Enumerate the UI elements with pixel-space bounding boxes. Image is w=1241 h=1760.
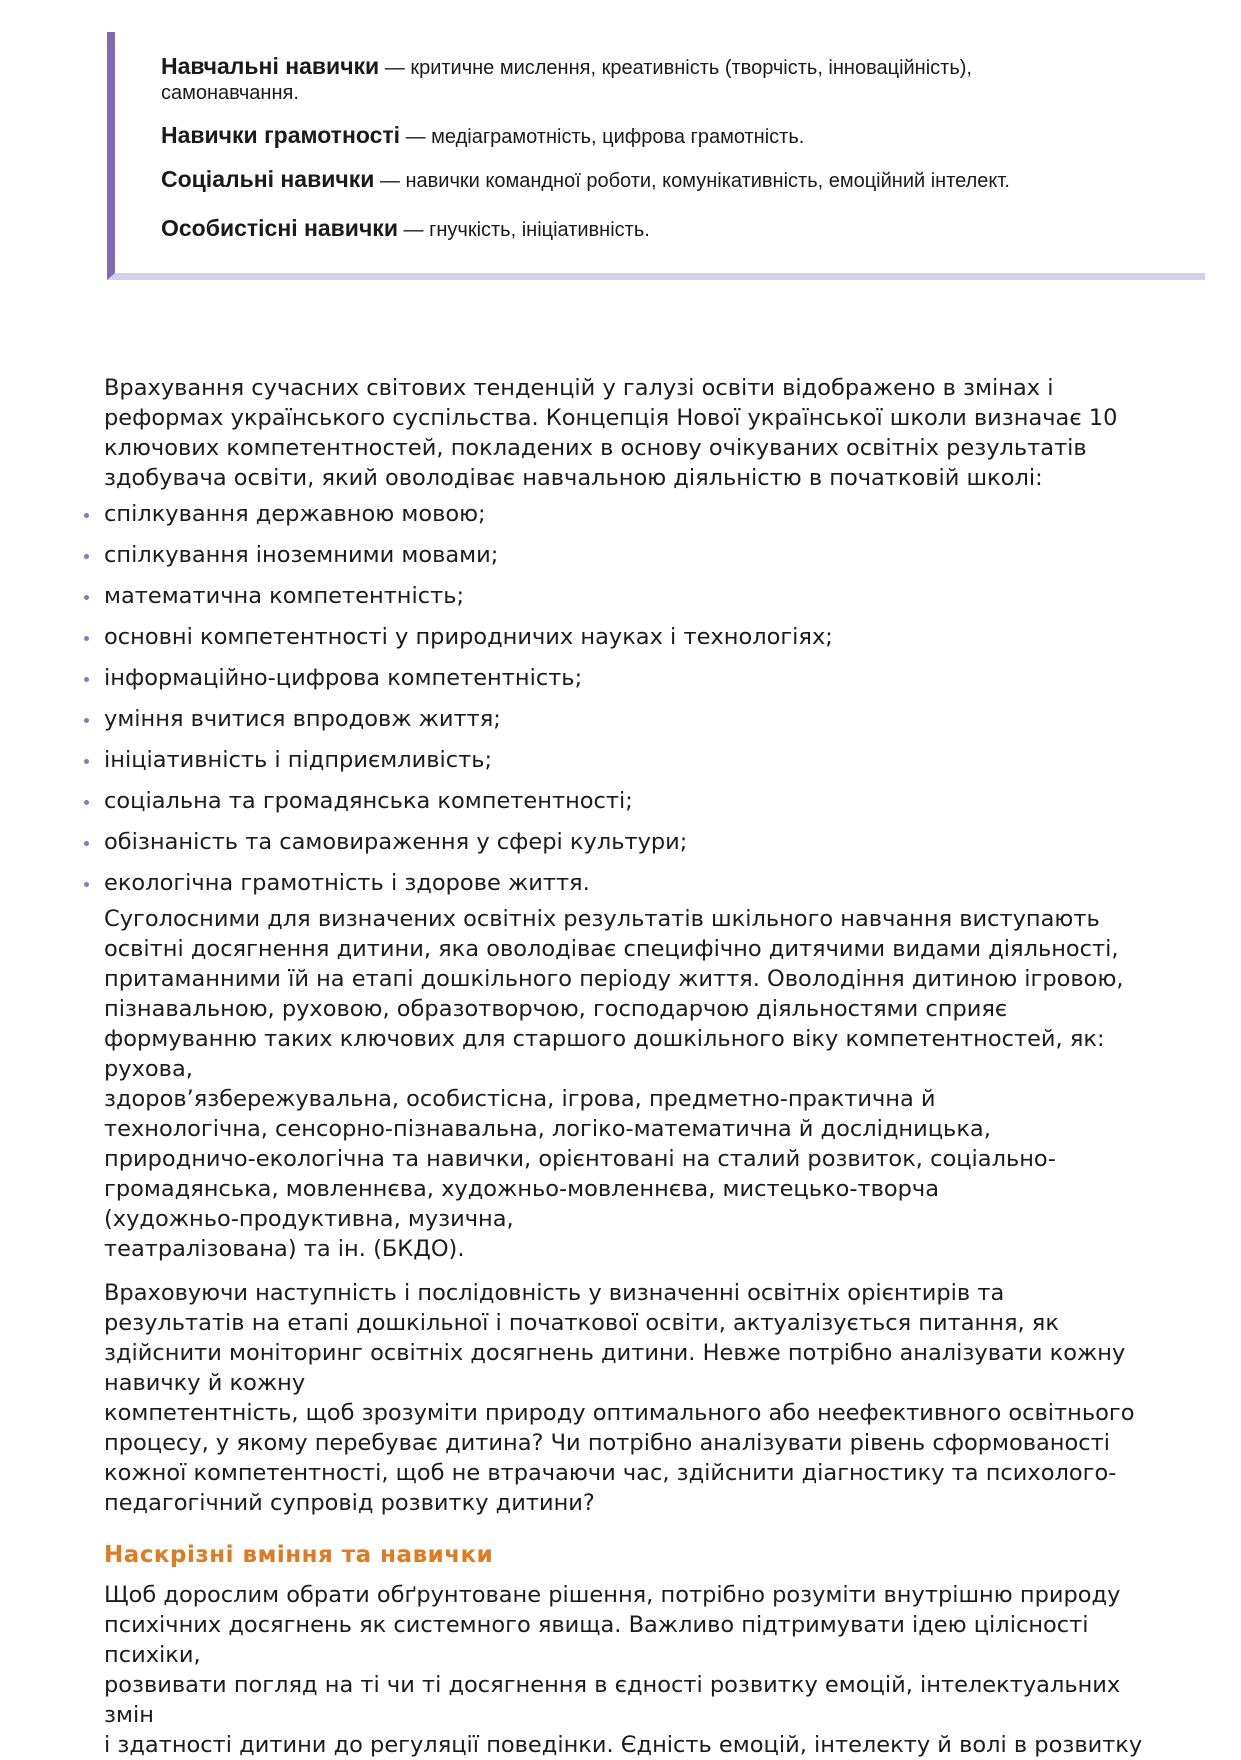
paragraph-gap <box>104 1264 1144 1278</box>
section-heading: Наскрізні вміння та навички <box>104 1542 494 1568</box>
competences-list <box>104 499 1144 904</box>
list-item: соціальна та громадянська компетентності; <box>104 786 1144 827</box>
list-item: математична компетентність; <box>104 581 1144 622</box>
skill-literacy: Навички грамотності — медіаграмотність, цифрова грамотність. <box>161 122 805 148</box>
list-item: спілкування державною мовою; <box>104 499 1144 540</box>
bullet-icon <box>84 554 89 559</box>
list-item: уміння вчитися впродовж життя; <box>104 704 1144 745</box>
intro-paragraph: Врахування сучасних світових тенденцій у галузі освіти відображено в змінах і реформах українського суспільства. Концепція Нової української школи визначає 10 ключових компетентностей, покладених в основу очікуваних освітніх результатів здобувача освіти, який оволодіває навчальною діяльністю в початковій школі: <box>104 375 1118 491</box>
cross-skills-paragraph: Щоб дорослим обрати обґрунтоване рішення, потрібно розуміти внутрішню природу психічних досягнень як системного явища. Важливо підтримувати ідею цілісності психіки, розвивати погляд на ті чи ті досягнення в єдності розвитку емоцій, інтелектуальних змін і здатності дитини до регуляції поведінки. Єдність емоцій, інтелекту й волі в розвитку <box>104 1582 1143 1758</box>
bullet-icon <box>84 759 89 764</box>
list-item: основні компетентності у природничих науках і технологіях; <box>104 622 1144 663</box>
bullet-icon <box>84 800 89 805</box>
bullet-icon <box>84 513 89 518</box>
list-item: спілкування іноземними мовами; <box>104 540 1144 581</box>
skills-callout <box>107 32 1205 280</box>
bullet-icon <box>84 841 89 846</box>
monitoring-paragraph: Враховуючи наступність і послідовність у визначенні освітніх орієнтирів та результатів на етапі дошкільної і початкової освіти, актуалізується питання, як здійснити моніторинг освітніх досягнень дитини. Невже потрібно аналізувати кожну навичку й кожну компетентність, щоб зрозуміти природу оптимального або неефективного освітнього процесу, у якому перебуває дитина? Чи потрібно аналізувати рівень сформованості кожної компетентності, щоб не втрачаючи час, здійснити діагностику та психолого- педагогічний супровід розвитку дитини? <box>104 1280 1135 1516</box>
list-item: екологічна грамотність і здорове життя. <box>104 868 1144 904</box>
bullet-icon <box>84 677 89 682</box>
main-text <box>104 373 1144 1760</box>
bullet-icon <box>84 882 89 887</box>
bullet-icon <box>84 718 89 723</box>
skill-learning: Навчальні навички — критичне мислення, креативність (творчість, інноваційність), самонавчання. <box>161 53 972 104</box>
bullet-icon <box>84 636 89 641</box>
list-item: ініціативність і підприємливість; <box>104 745 1144 786</box>
skill-social: Соціальні навички — навички командної роботи, комунікативність, емоційний інтелект. <box>161 166 1010 192</box>
bullet-icon <box>84 595 89 600</box>
preschool-paragraph: Суголосними для визначених освітніх результатів шкільного навчання виступають освітні досягнення дитини, яка оволодіває специфічно дитячими видами діяльності, притаманними їй на етапі дошкільного періоду життя. Оволодіння дитиною ігровою, пізнавальною, руховою, образотворчою, господарчою діяльностями сприяє формуванню таких ключових для старшого дошкільного віку компетентностей, як: рухова, здоров’язбережувальна, особистісна, ігрова, предметно-практична й технологічна, сенсорно-пізнавальна, логіко-математична й дослідницька, природничо-екологічна та навички, орієнтовані на сталий розвиток, соціально- громадянська, мовленнєва, художньо-мовленнєва, мистецько-творча (художньо-продуктивна, музична, театралізована) та ін. (БКДО). <box>104 906 1124 1262</box>
list-item: інформаційно-цифрова компетентність; <box>104 663 1144 704</box>
list-item: обізнаність та самовираження у сфері культури; <box>104 827 1144 868</box>
skill-personal: Особистісні навички — гнучкість, ініціативність. <box>161 215 650 241</box>
